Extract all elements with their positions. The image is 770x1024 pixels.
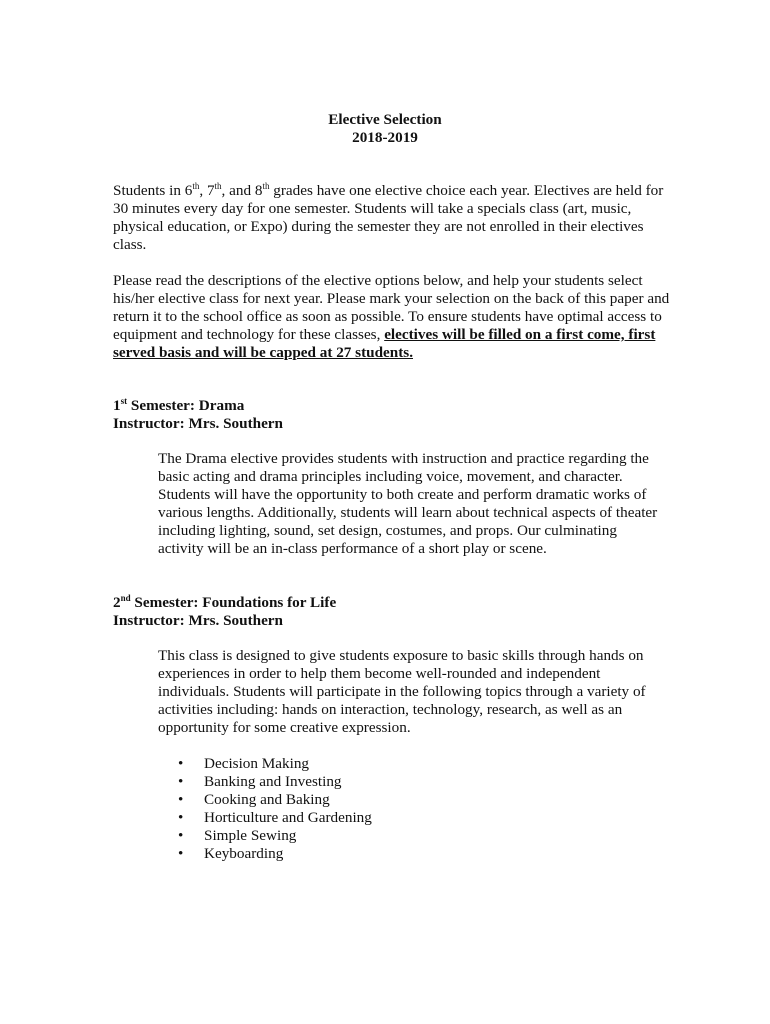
semester-number: 1 bbox=[113, 397, 121, 414]
semester2-title bbox=[113, 594, 673, 612]
semester2-heading bbox=[113, 594, 673, 630]
capacity-notice: electives will be filled on a first come, first served basis and will be capped at 27 students. bbox=[113, 326, 656, 361]
bullet-icon: • bbox=[178, 755, 184, 772]
ordinal-suffix: th bbox=[192, 180, 200, 191]
topic-label: Keyboarding bbox=[204, 845, 284, 862]
intro-paragraph bbox=[113, 182, 673, 254]
instructions-paragraph bbox=[113, 272, 673, 362]
semester1-heading bbox=[113, 397, 673, 433]
school-year: 2018-2019 bbox=[352, 129, 418, 146]
semester-number: 2 bbox=[113, 594, 121, 611]
semester-title-text: Semester: Foundations for Life bbox=[130, 594, 337, 611]
intro-text-4: grades have one elective choice each year. Electives are held for 30 minutes every day for one semester. Students will take a specials class (art, music, physical education, or Expo) during the semester they are not enrolled in their electives class. bbox=[113, 182, 664, 253]
list-item bbox=[178, 773, 372, 791]
intro-text-1: Students in 6 bbox=[113, 182, 193, 199]
topic-label: Cooking and Baking bbox=[204, 791, 330, 808]
ordinal-suffix: st bbox=[120, 395, 128, 406]
list-item bbox=[178, 845, 372, 863]
intro-text-3: , and 8 bbox=[221, 182, 263, 199]
list-item bbox=[178, 809, 372, 827]
semester1-instructor: Instructor: Mrs. Southern bbox=[113, 415, 283, 432]
document-title bbox=[0, 111, 770, 147]
list-item bbox=[178, 791, 372, 809]
list-item bbox=[178, 827, 372, 845]
topic-label: Horticulture and Gardening bbox=[204, 809, 372, 826]
intro-text-2: , 7 bbox=[199, 182, 215, 199]
topic-label: Simple Sewing bbox=[204, 827, 297, 844]
topics-list bbox=[178, 755, 372, 863]
semester2-instructor: Instructor: Mrs. Southern bbox=[113, 612, 283, 629]
ordinal-suffix: th bbox=[214, 180, 222, 191]
instructions-text: Please read the descriptions of the elective options below, and help your students select his/her elective class for next year. Please mark your selection on the back of this paper and return it to the school office as soon as possible. To ensure students have optimal access to equipment and technology for these classes, bbox=[113, 272, 670, 343]
ordinal-suffix: nd bbox=[120, 592, 131, 603]
semester1-title bbox=[113, 397, 673, 415]
bullet-icon: • bbox=[178, 791, 184, 808]
bullet-icon: • bbox=[178, 773, 184, 790]
ordinal-suffix: th bbox=[262, 180, 270, 191]
topic-label: Decision Making bbox=[204, 755, 310, 772]
bullet-icon: • bbox=[178, 809, 184, 826]
title-line: Elective Selection bbox=[328, 111, 442, 128]
bullet-icon: • bbox=[178, 827, 184, 844]
bullet-icon: • bbox=[178, 845, 184, 862]
drama-description: The Drama elective provides students with instruction and practice regarding the basic acting and drama principles including voice, movement, and character. Students will have the opportunity to both create and perform dramatic works of various lengths. Additionally, students will learn about technical aspects of theater including lighting, sound, set design, costumes, and props. Our culminating activity will be an in-class performance of a short play or scene. bbox=[158, 450, 658, 557]
topic-label: Banking and Investing bbox=[204, 773, 342, 790]
semester-title-text: Semester: Drama bbox=[127, 397, 245, 414]
list-item bbox=[178, 755, 372, 773]
foundations-description: This class is designed to give students exposure to basic skills through hands on experiences in order to help them become well-rounded and independent individuals. Students will participate in the following topics through a variety of activities including: hands on interaction, technology, research, as well as an opportunity for some creative expression. bbox=[158, 647, 646, 736]
